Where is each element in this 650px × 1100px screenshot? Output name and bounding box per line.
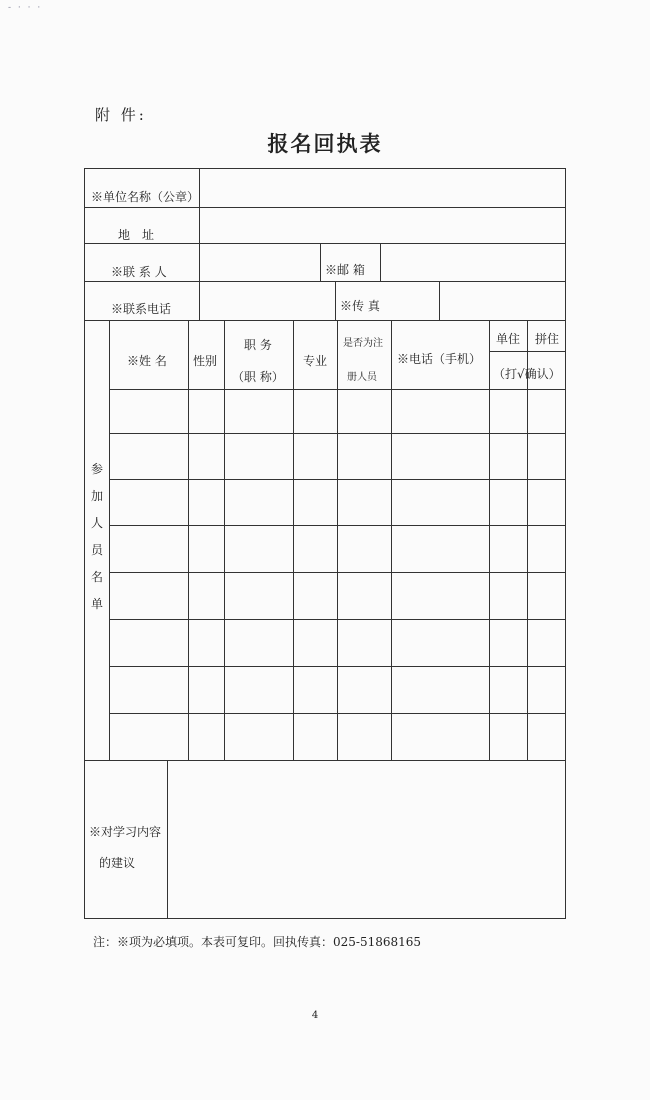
- registered-cell[interactable]: [338, 573, 391, 619]
- position-header: 职 务: [244, 338, 272, 352]
- side-label-char: 加: [90, 489, 103, 503]
- page-title: 报名回执表: [267, 132, 383, 156]
- side-label-char: 人: [90, 516, 103, 530]
- shared-room-cell[interactable]: [528, 390, 565, 433]
- major-cell[interactable]: [294, 434, 337, 479]
- position-header-sub: （职 称）: [232, 370, 284, 384]
- scan-marks: - · · ·: [8, 3, 43, 13]
- major-cell[interactable]: [294, 573, 337, 619]
- phone-cell[interactable]: [392, 667, 489, 713]
- phone-field[interactable]: [200, 282, 335, 320]
- shared-room-cell[interactable]: [528, 620, 565, 666]
- major-cell[interactable]: [294, 620, 337, 666]
- name-cell[interactable]: [110, 573, 188, 619]
- side-label-char: 单: [90, 597, 103, 611]
- contact-field[interactable]: [200, 244, 320, 281]
- fax-label: ※传 真: [340, 299, 380, 313]
- name-cell[interactable]: [110, 390, 188, 433]
- major-cell[interactable]: [294, 526, 337, 572]
- col-divider: [320, 243, 321, 281]
- contact-label: ※联 系 人: [111, 265, 167, 279]
- name-cell[interactable]: [110, 620, 188, 666]
- name-cell[interactable]: [110, 480, 188, 525]
- suggestions-label: ※对学习内容: [89, 825, 162, 839]
- shared-room-cell[interactable]: [528, 573, 565, 619]
- registered-cell[interactable]: [338, 620, 391, 666]
- header-subdivider: [489, 351, 565, 352]
- gender-cell[interactable]: [189, 390, 224, 433]
- participants-side-label: [85, 456, 109, 618]
- name-header: ※姓 名: [127, 354, 167, 368]
- side-label-char: 参: [90, 462, 103, 476]
- position-cell[interactable]: [225, 620, 293, 666]
- gender-cell[interactable]: [189, 480, 224, 525]
- name-cell[interactable]: [110, 667, 188, 713]
- shared-room-cell[interactable]: [528, 667, 565, 713]
- registered-cell[interactable]: [338, 390, 391, 433]
- registration-form: [84, 168, 566, 919]
- suggestions-field[interactable]: [168, 761, 565, 918]
- shared-room-cell[interactable]: [528, 526, 565, 572]
- single-room-header: 单住: [496, 332, 521, 346]
- unit-name-field[interactable]: [200, 169, 565, 207]
- major-header: 专业: [303, 354, 328, 368]
- position-cell[interactable]: [225, 480, 293, 525]
- name-cell[interactable]: [110, 434, 188, 479]
- registered-cell[interactable]: [338, 667, 391, 713]
- major-cell[interactable]: [294, 667, 337, 713]
- footnote: 注：※项为必填项。本表可复印。回执传真：025-51868165: [93, 935, 422, 949]
- phone-cell[interactable]: [392, 526, 489, 572]
- gender-cell[interactable]: [189, 573, 224, 619]
- single-room-cell[interactable]: [490, 620, 527, 666]
- fax-field[interactable]: [440, 282, 565, 320]
- phone-cell[interactable]: [392, 714, 489, 760]
- position-cell[interactable]: [225, 526, 293, 572]
- gender-header: 性别: [193, 354, 218, 368]
- single-room-cell[interactable]: [490, 480, 527, 525]
- position-cell[interactable]: [225, 714, 293, 760]
- phone-cell[interactable]: [392, 573, 489, 619]
- address-field[interactable]: [200, 208, 565, 243]
- postcode-label: ※邮 箱: [325, 263, 365, 277]
- position-cell[interactable]: [225, 434, 293, 479]
- gender-cell[interactable]: [189, 620, 224, 666]
- phone-mobile-header: ※电话（手机）: [397, 352, 482, 366]
- postcode-field[interactable]: [381, 244, 565, 281]
- check-confirm-header: （打√确认）: [493, 367, 561, 381]
- phone-cell[interactable]: [392, 480, 489, 525]
- gender-cell[interactable]: [189, 526, 224, 572]
- suggestions-label-sub: 的建议: [99, 856, 136, 870]
- single-room-cell[interactable]: [490, 573, 527, 619]
- single-room-cell[interactable]: [490, 714, 527, 760]
- page-number: 4: [311, 1010, 319, 1021]
- shared-room-cell[interactable]: [528, 434, 565, 479]
- major-cell[interactable]: [294, 390, 337, 433]
- shared-room-cell[interactable]: [528, 480, 565, 525]
- position-cell[interactable]: [225, 667, 293, 713]
- registered-cell[interactable]: [338, 714, 391, 760]
- unit-name-label: ※单位名称（公章）: [91, 190, 200, 204]
- name-cell[interactable]: [110, 526, 188, 572]
- phone-cell[interactable]: [392, 390, 489, 433]
- gender-cell[interactable]: [189, 434, 224, 479]
- single-room-cell[interactable]: [490, 667, 527, 713]
- col-divider: [335, 281, 336, 320]
- gender-cell[interactable]: [189, 667, 224, 713]
- major-cell[interactable]: [294, 480, 337, 525]
- shared-room-header: 拼住: [535, 332, 560, 346]
- shared-room-cell[interactable]: [528, 714, 565, 760]
- single-room-cell[interactable]: [490, 526, 527, 572]
- phone-cell[interactable]: [392, 620, 489, 666]
- address-label: 地 址: [118, 228, 155, 242]
- single-room-cell[interactable]: [490, 390, 527, 433]
- major-cell[interactable]: [294, 714, 337, 760]
- position-cell[interactable]: [225, 573, 293, 619]
- name-cell[interactable]: [110, 714, 188, 760]
- phone-cell[interactable]: [392, 434, 489, 479]
- registered-header-sub: 册人员: [347, 372, 377, 383]
- single-room-cell[interactable]: [490, 434, 527, 479]
- side-label-char: 员: [90, 543, 103, 557]
- side-label-char: 名: [90, 570, 103, 584]
- attachment-label: 附 件:: [95, 106, 147, 124]
- registered-cell[interactable]: [338, 526, 391, 572]
- phone-label: ※联系电话: [111, 302, 172, 316]
- registered-header: 是否为注: [343, 338, 383, 349]
- position-cell[interactable]: [225, 390, 293, 433]
- gender-cell[interactable]: [189, 714, 224, 760]
- row-divider: [85, 320, 565, 321]
- registered-cell[interactable]: [338, 434, 391, 479]
- registered-cell[interactable]: [338, 480, 391, 525]
